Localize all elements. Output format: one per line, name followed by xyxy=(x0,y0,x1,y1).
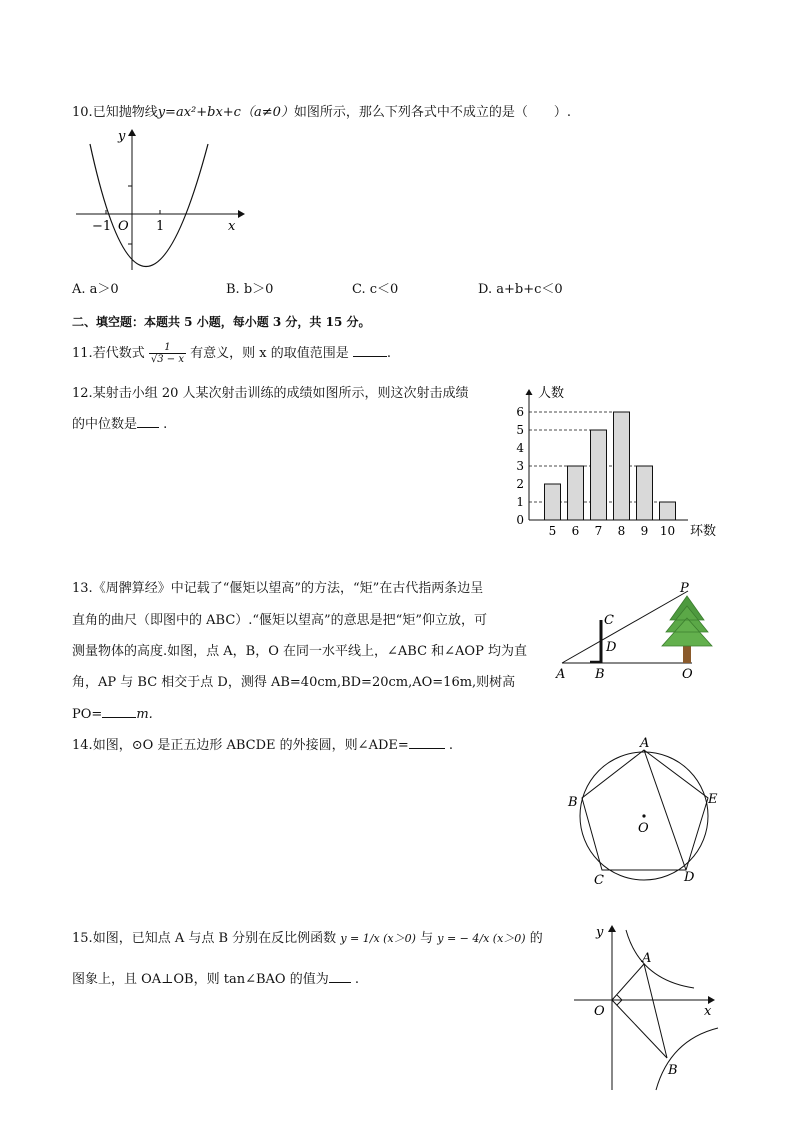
q13-line4: 角，AP 与 BC 相交于点 D，测得 AB=40cm,BD=20cm,AO=16m,则树高 xyxy=(72,675,516,690)
q10-tick-neg1: −1 xyxy=(92,219,112,234)
q11-answer-blank xyxy=(353,344,387,357)
q15-end: . xyxy=(354,972,359,987)
q12-xtick-8: 8 xyxy=(617,524,626,538)
q14-pentagon xyxy=(582,750,708,870)
tree-icon xyxy=(662,596,712,663)
q12-xtick-5: 5 xyxy=(548,524,557,538)
q10-stem-a: 已知抛物线 xyxy=(92,105,158,120)
q15-line1 xyxy=(72,926,543,952)
q12-ylabel: 人数 xyxy=(538,386,565,401)
q11-stem xyxy=(72,341,391,367)
q14-label-o: O xyxy=(638,821,649,836)
q10-stem xyxy=(72,104,571,122)
q12-xtick-10: 10 xyxy=(659,524,676,538)
q13-line1 xyxy=(72,580,483,598)
q12-bar-8 xyxy=(614,412,630,520)
q10-option-a: A. a＞0 xyxy=(72,282,119,297)
q15-label-a: A xyxy=(642,951,652,966)
q15-segment-ob xyxy=(612,1000,667,1058)
q10-option-d: D. a+b+c＜0 xyxy=(478,282,563,297)
q13-label-a: A xyxy=(556,667,566,682)
q13-sight-line-ap xyxy=(562,591,688,663)
q15-label-x: x xyxy=(704,1004,712,1019)
q14-label-a: A xyxy=(640,736,650,751)
q15-figure xyxy=(570,922,722,1092)
q12-bar-9 xyxy=(637,466,653,520)
q11-end: . xyxy=(386,346,391,361)
q14-end: . xyxy=(448,738,454,753)
q12-ytick-0: 0 xyxy=(516,513,524,527)
q12-xlabel: 环数 xyxy=(690,524,717,539)
q10-y-label: y xyxy=(118,129,126,144)
q12-xtick-6: 6 xyxy=(571,524,580,538)
q15-label-y: y xyxy=(596,925,604,940)
q12-xtick-7: 7 xyxy=(594,524,603,538)
q13-label-p: P xyxy=(680,581,689,596)
q13-label-o: O xyxy=(682,667,693,682)
q15-function-2: y = − 4/x (x＞0) xyxy=(437,932,526,945)
q13-line5 xyxy=(72,705,153,724)
q12-xtick-9: 9 xyxy=(640,524,649,538)
q13-line3: 测量物体的高度.如图，点 A，B，O 在同一水平线上，∠ABC 和∠AOP 均为直 xyxy=(72,644,527,659)
q14-center-point xyxy=(642,814,645,817)
q10-stem-b: 如图所示，那么下列各式中不成立的是（ ）. xyxy=(293,105,572,120)
q14-label-e: E xyxy=(708,792,718,807)
q14-number: 14. xyxy=(72,738,93,753)
q11-stem-b: 有意义，则 x 的取值范围是 xyxy=(190,346,349,361)
q12-line2 xyxy=(72,415,167,434)
q13-answer-blank xyxy=(102,705,136,718)
q15-label-b: B xyxy=(668,1063,678,1078)
q12-line1-text: 某射击小组 20 人某次射击训练的成绩如图所示，则这次射击成绩 xyxy=(92,386,469,401)
q11-frac-num: 1 xyxy=(149,342,186,354)
q14-label-d: D xyxy=(684,870,695,885)
q15-answer-blank xyxy=(329,970,351,983)
q11-number: 11. xyxy=(72,346,93,361)
q13-label-c: C xyxy=(604,613,614,628)
q15-mid: 与 xyxy=(420,931,434,946)
q10-tick-1: 1 xyxy=(156,219,165,234)
q12-number: 12. xyxy=(72,386,93,401)
q15-curve-y-neg4-over-x xyxy=(656,1028,718,1090)
q15-line2 xyxy=(72,970,359,989)
q12-answer-blank xyxy=(137,415,159,428)
q10-parabola-graph xyxy=(72,126,252,274)
q15-stem-b: 的 xyxy=(529,931,543,946)
q11-frac-den: √3 − x xyxy=(150,354,184,365)
q14-stem-text: 如图，⊙O 是正五边形 ABCDE 的外接圆，则∠ADE= xyxy=(92,738,409,753)
q12-bar-7 xyxy=(591,430,607,520)
q11-stem-a: 若代数式 xyxy=(92,346,145,361)
q12-ytick-4: 4 xyxy=(516,441,524,455)
q13-number: 13. xyxy=(72,581,93,596)
q15-label-o: O xyxy=(594,1004,605,1019)
q13-line2: 直角的曲尺（即图中的 ABC）.“偃矩以望高”的意思是把“矩”仰立放，可 xyxy=(72,613,487,628)
q10-parabola-curve xyxy=(90,144,208,267)
q15-curve-y-1-over-x xyxy=(626,930,694,988)
q13-line5-b: m. xyxy=(136,707,153,722)
q15-number: 15. xyxy=(72,931,93,946)
q12-bar-chart xyxy=(508,380,724,542)
q13-line1-text: 《周髀算经》中记载了“偃矩以望高”的方法，“矩”在古代指两条边呈 xyxy=(92,581,484,596)
q12-ytick-1: 1 xyxy=(516,495,524,509)
q15-function-1: y = 1/x (x＞0) xyxy=(340,932,416,945)
q12-line1 xyxy=(72,385,469,403)
q14-segment-ad xyxy=(644,750,686,870)
q12-ytick-2: 2 xyxy=(516,477,524,491)
q14-figure xyxy=(562,736,726,888)
q10-option-c: C. c＜0 xyxy=(352,282,399,297)
q15-stem-a: 如图，已知点 A 与点 B 分别在反比例函数 xyxy=(92,931,337,946)
q10-formula: y=ax²+bx+c（a≠0） xyxy=(157,105,294,120)
q14-label-c: C xyxy=(594,873,604,888)
q13-line5-a: PO= xyxy=(72,707,103,722)
q12-bar-6 xyxy=(568,466,584,520)
q12-end: . xyxy=(163,417,168,432)
q15-line2-text: 图象上，且 OA⊥OB，则 tan∠BAO 的值为 xyxy=(72,972,329,987)
q11-fraction xyxy=(149,342,186,365)
q13-label-d: D xyxy=(606,640,617,655)
q12-bar-5 xyxy=(545,484,561,520)
q15-segment-oa xyxy=(612,964,644,1000)
q10-option-b: B. b＞0 xyxy=(226,282,274,297)
q12-line2-text: 的中位数是 xyxy=(72,417,138,432)
q10-number: 10. xyxy=(72,105,93,120)
q12-ytick-6: 6 xyxy=(516,405,524,419)
q14-answer-blank xyxy=(409,736,445,749)
q12-bar-10 xyxy=(660,502,676,520)
q10-x-label: x xyxy=(228,219,236,234)
q14-label-b: B xyxy=(568,795,578,810)
q10-origin-label: O xyxy=(118,219,129,234)
section2-title: 二、填空题：本题共 5 小题，每小题 3 分，共 15 分。 xyxy=(72,315,371,329)
q14-stem xyxy=(72,736,453,755)
q13-figure xyxy=(552,580,732,682)
q12-ytick-5: 5 xyxy=(516,423,524,437)
q12-ytick-3: 3 xyxy=(516,459,524,473)
q13-label-b: B xyxy=(595,667,605,682)
